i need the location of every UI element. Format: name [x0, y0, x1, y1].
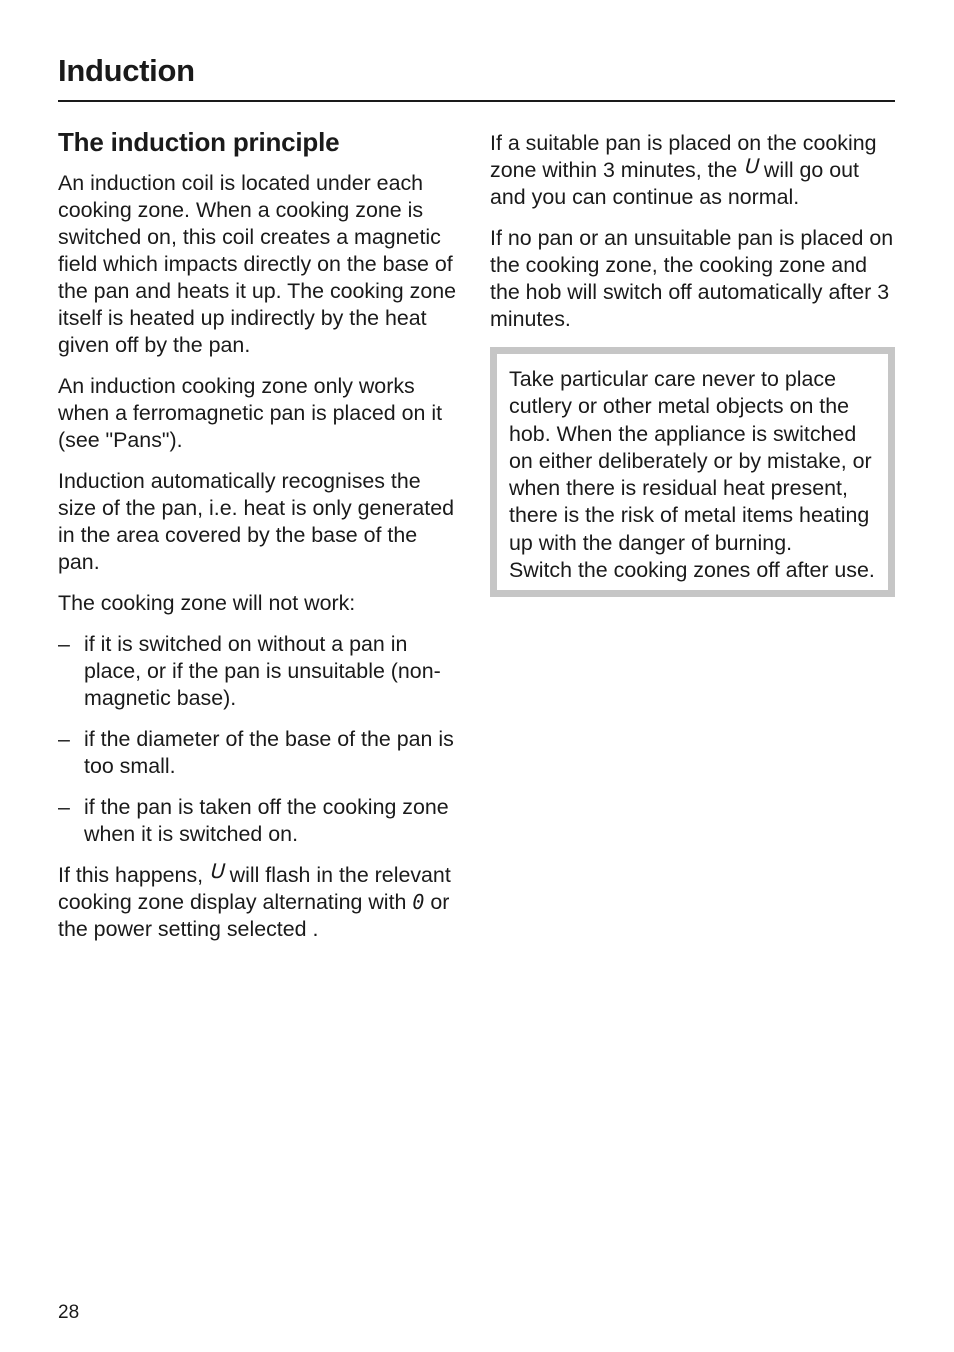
suitable-pan-text-part1: If a suitable pan is placed on the cooking zone within 3 minutes, the	[490, 131, 877, 182]
list-item	[58, 631, 460, 712]
suitable-pan-text-part2: will go out and you can continue as normal.	[490, 158, 859, 209]
list-item-text: if the pan is taken off the cooking zone when it is switched on.	[84, 795, 449, 846]
page-title: Induction	[58, 53, 195, 88]
flash-text-part2: will flash in the relevant cooking zone display alternating with	[58, 863, 451, 914]
dash-bullet: –	[58, 727, 70, 751]
paragraph-auto-switch-off: If no pan or an unsuitable pan is placed on the cooking zone, the cooking zone and the hob will switch off automatically after 3 minutes.	[490, 226, 894, 331]
zero-symbol-icon: 0	[412, 890, 425, 914]
paragraph-induction-coil: An induction coil is located under each cooking zone. When a cooking zone is switched on, this coil creates a magnetic field which impacts directly on the base of the pan and heats it up. The cooking zone itself is heated up indirectly by the heat given off by the pan.	[58, 171, 457, 357]
list-item	[58, 726, 460, 780]
warning-box	[490, 347, 895, 597]
warning-text: Take particular care never to place cutlery or other metal objects on the hob. When the appliance is switched on either deliberately or by mistake, or when there is residual heat present, there is the risk of metal items heating up with the danger of burning.	[509, 367, 872, 555]
section-heading: The induction principle	[58, 127, 340, 157]
paragraph-ferromagnetic-pan: An induction cooking zone only works when a ferromagnetic pan is placed on it (see "Pans").	[58, 374, 443, 452]
paragraph-flash-display	[58, 859, 460, 943]
page-number: 28	[58, 1302, 80, 1323]
left-column	[58, 126, 460, 957]
dash-bullet: –	[58, 795, 70, 819]
list-item-text: if it is switched on without a pan in place, or if the pan is unsuitable (non-magnetic base).	[84, 632, 441, 710]
list-item-text: if the diameter of the base of the pan is too small.	[84, 727, 454, 778]
dash-bullet: –	[58, 632, 70, 656]
conditions-list	[58, 631, 460, 848]
flash-text-part1: If this happens,	[58, 863, 204, 887]
right-column	[490, 130, 895, 597]
pan-symbol-icon: ꓴ	[743, 154, 758, 178]
warning-instruction: Switch the cooking zones off after use.	[509, 558, 875, 583]
pan-symbol-icon: ꓴ	[209, 859, 224, 883]
paragraph-will-not-work-intro: The cooking zone will not work:	[58, 591, 356, 615]
page-header	[58, 52, 895, 102]
paragraph-suitable-pan	[490, 130, 895, 211]
paragraph-pan-size-recognition: Induction automatically recognises the size of the pan, i.e. heat is only generated in the area covered by the base of the pan.	[58, 469, 454, 574]
flash-text-part3: or the power setting selected .	[58, 890, 450, 941]
list-item	[58, 794, 460, 848]
